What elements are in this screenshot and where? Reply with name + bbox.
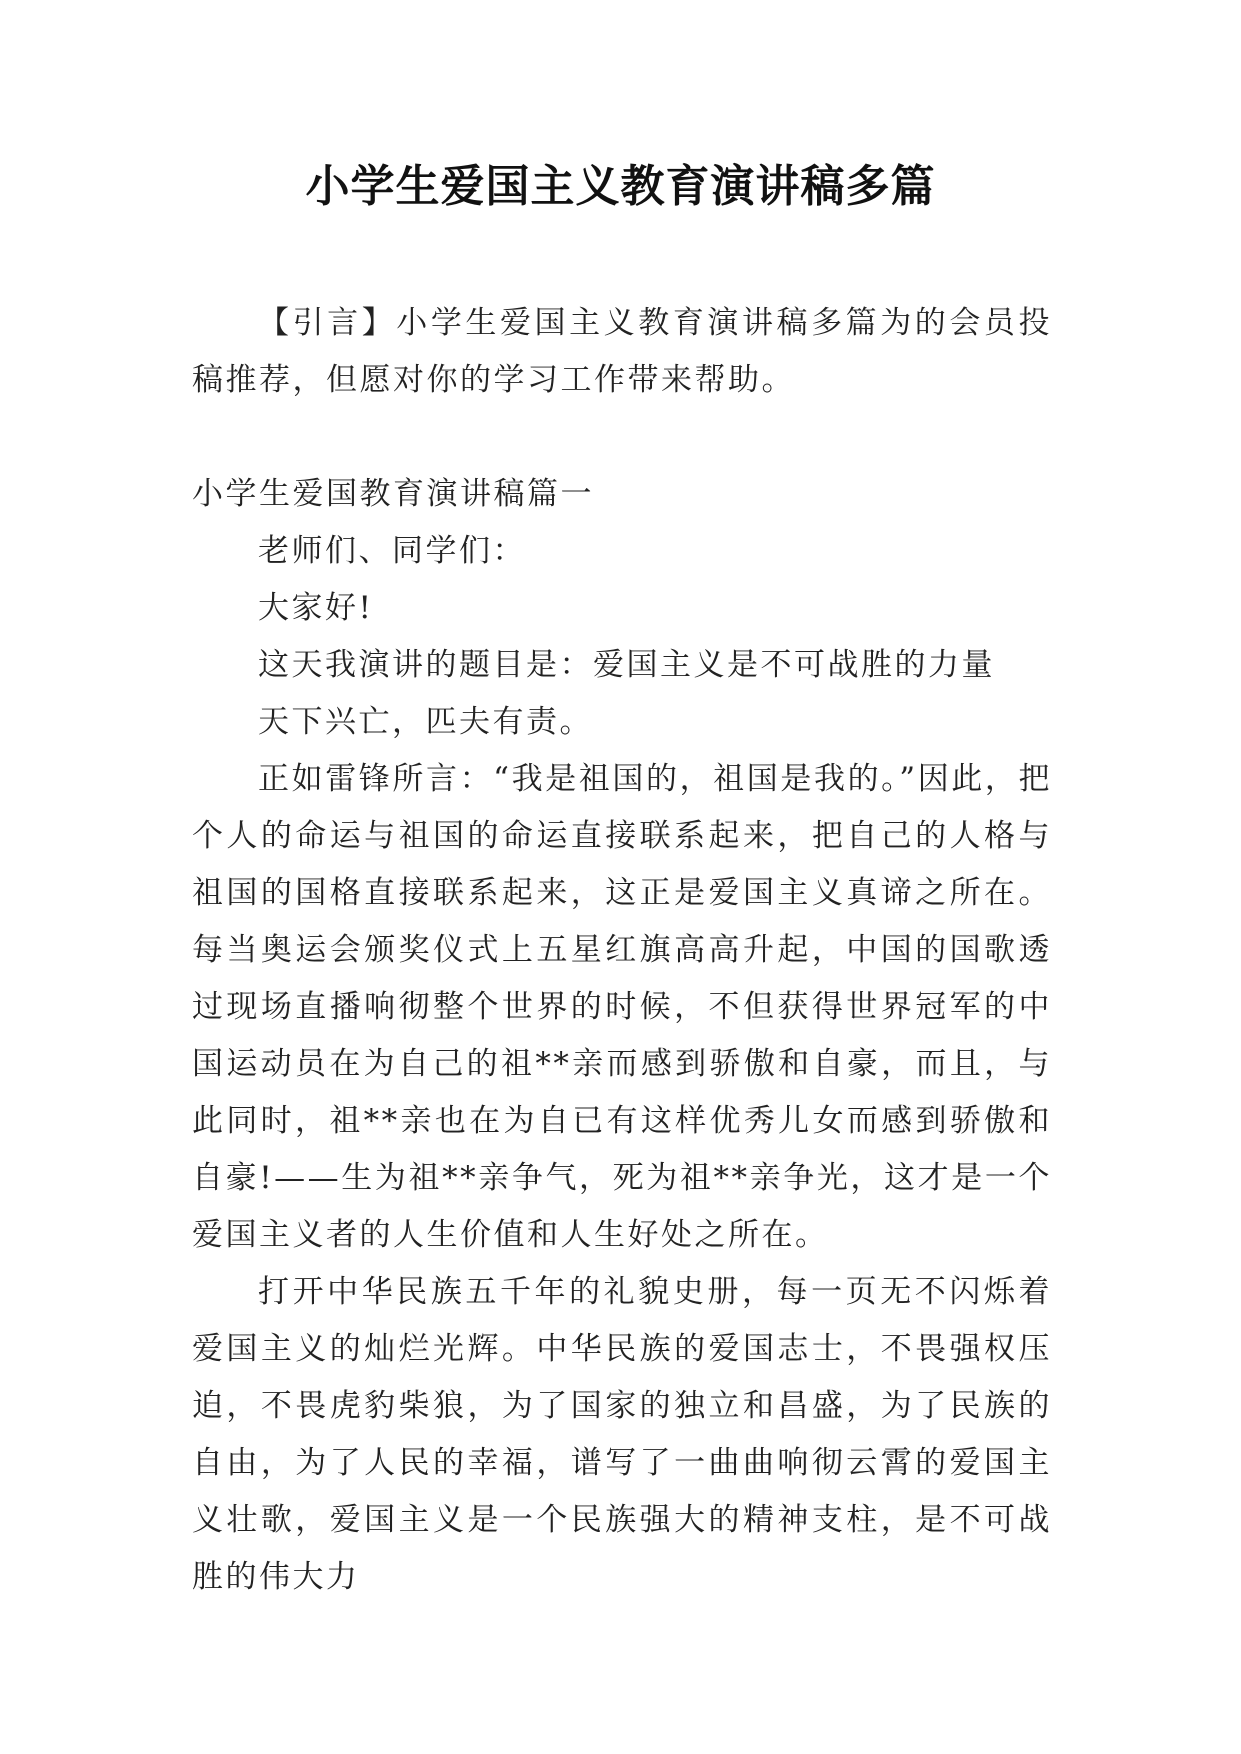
proverb-line: 天下兴亡，匹夫有责。 [258,704,593,740]
topic-line: 这天我演讲的题目是：爱国主义是不可战胜的力量 [258,647,995,683]
document-title: 小学生爱国主义教育演讲稿多篇 [305,161,936,212]
document-body [192,295,1052,1606]
body-paragraph-1: 正如雷锋所言：“我是祖国的，祖国是我的。”因此，把个人的命运与祖国的命运直接联系起来，把自己的人格与祖国的国格直接联系起来，这正是爱国主义真谛之所在。每当奥运会颁奖仪式上五星红旗高高升起，中国的国歌透过现场直播响彻整个世界的时候，不但获得世界冠军的中国运动员在为自己的祖**亲而感到骄傲和自豪，而且，与此同时，祖**亲也在为自已有这样优秀儿女而感到骄傲和自豪!——生为祖**亲争气，死为祖**亲争光，这才是一个爱国主义者的人生价值和人生好处之所在。 [192,761,1052,1253]
greeting-line: 老师们、同学们： [258,533,526,569]
body-paragraph-2: 打开中华民族五千年的礼貌史册，每一页无不闪烁着爱国主义的灿烂光辉。中华民族的爱国志士，不畏强权压迫，不畏虎豹柴狼，为了国家的独立和昌盛，为了民族的自由，为了人民的幸福，谱写了一曲曲响彻云霄的爱国主义壮歌，爱国主义是一个民族强大的精神支柱，是不可战胜的伟大力 [192,1274,1052,1595]
section-heading: 小学生爱国教育演讲稿篇一 [192,476,594,512]
hello-line: 大家好! [258,590,374,626]
intro-paragraph: 【引言】小学生爱国主义教育演讲稿多篇为的会员投稿推荐，但愿对你的学习工作带来帮助。 [192,305,1052,398]
